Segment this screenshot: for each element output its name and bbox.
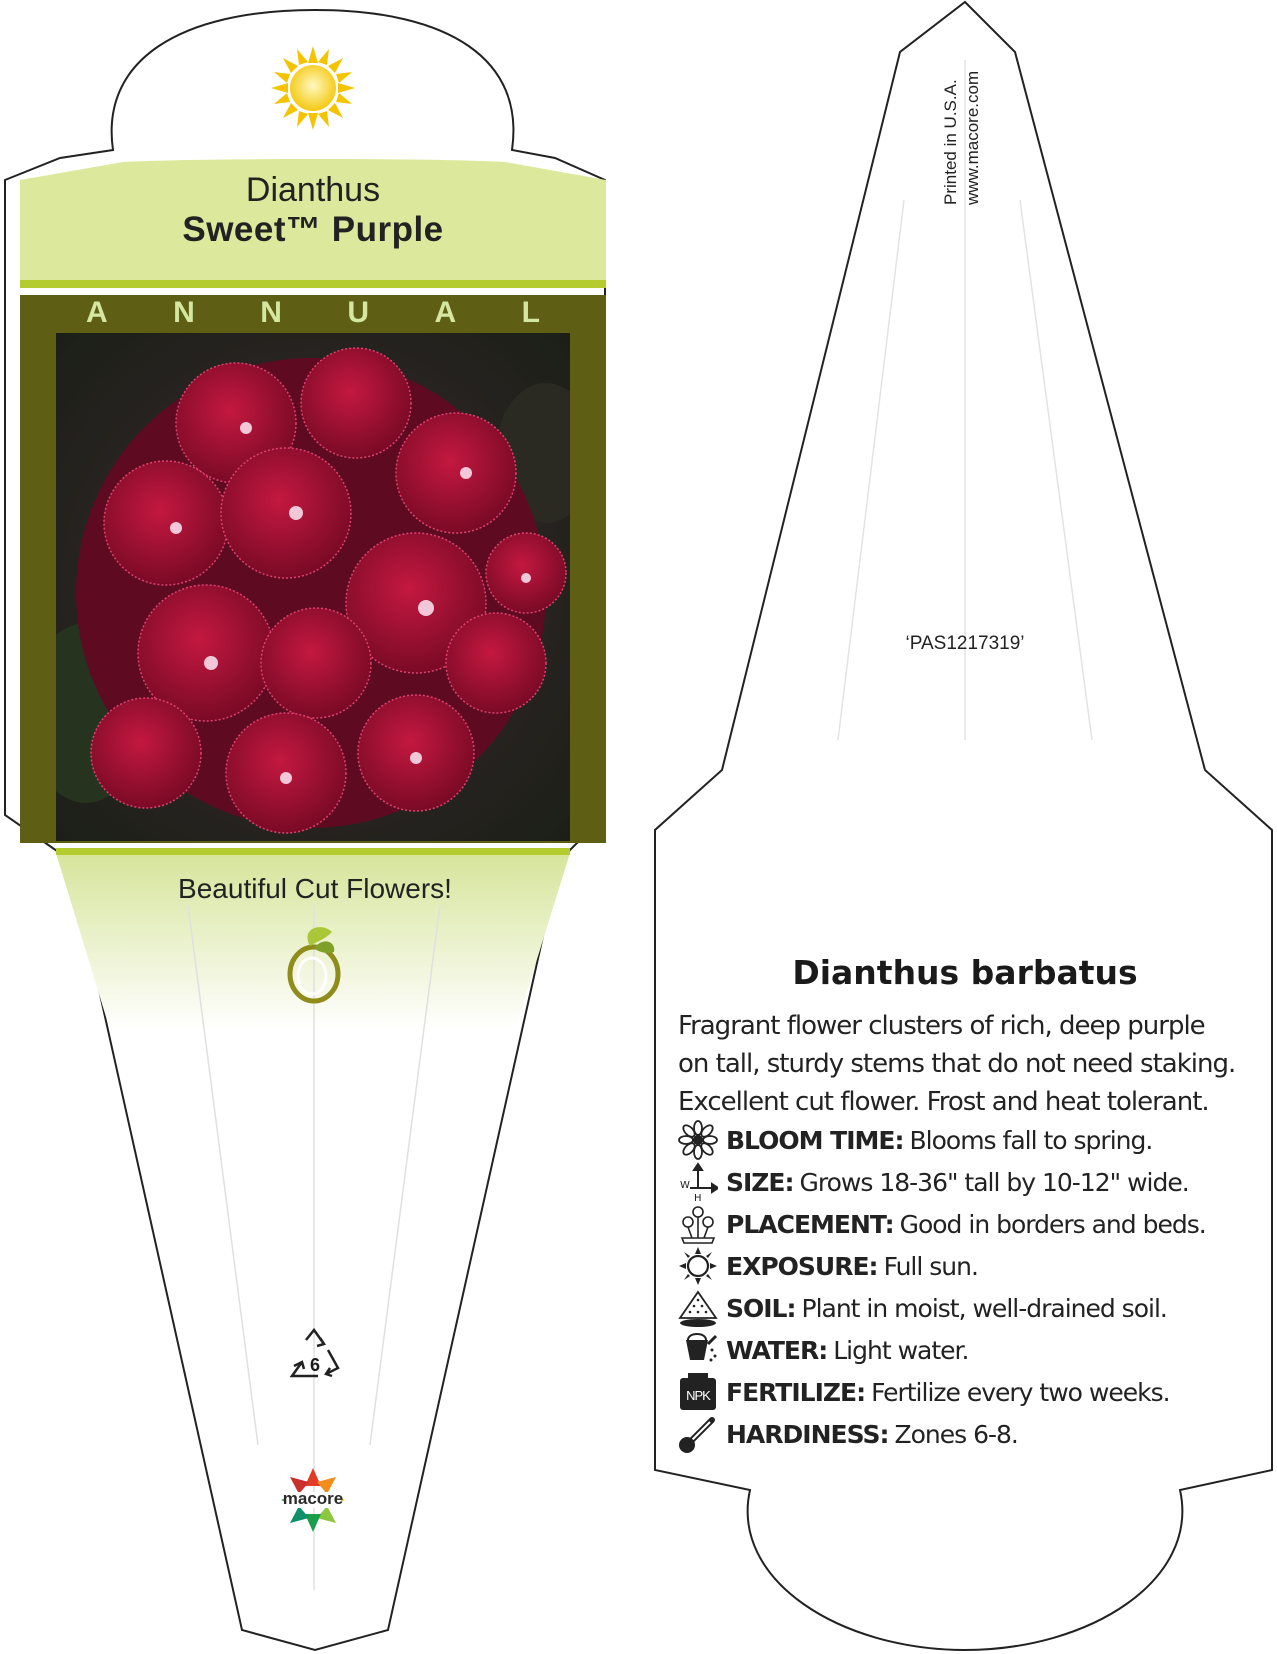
patent-number: ‘PAS1217319’ [905,633,1025,654]
species-name: Dianthus barbatus [792,953,1138,992]
care-value: Light water. [833,1335,969,1365]
npk-icon [678,1372,718,1412]
care-label: SIZE: [726,1167,794,1197]
care-row-exposure [678,1246,978,1286]
care-row-fertilize [678,1372,1170,1412]
placement-icon [678,1204,718,1244]
care-label: PLACEMENT: [726,1209,894,1239]
care-row-water [678,1330,968,1370]
care-row-hardiness [678,1414,1018,1454]
care-row-placement [678,1204,1206,1244]
care-label: BLOOM TIME: [726,1125,904,1155]
care-label: WATER: [726,1335,828,1365]
care-label: HARDINESS: [726,1419,889,1449]
care-label: EXPOSURE: [726,1251,878,1281]
brand-name: macore [282,1489,344,1508]
svg-text:H: H [694,1193,701,1202]
category-letter: A [434,296,457,329]
soil-icon [678,1288,718,1328]
care-value: Fertilize every two weeks. [871,1377,1170,1407]
printed-in: Printed in U.S.A. [941,79,960,205]
size-icon [678,1162,718,1202]
category-letter: N [260,296,282,329]
care-value: Grows 18-36" tall by 10-12" wide. [799,1167,1189,1197]
npk-text: NPK [686,1388,710,1403]
category-letter: N [173,296,195,329]
care-row-soil [678,1288,1167,1328]
care-value: Full sun. [883,1251,978,1281]
category-letter: U [347,296,370,329]
print-info [940,71,984,205]
category-letter: L [521,296,540,329]
care-value: Good in borders and beds. [899,1209,1206,1239]
watering-can-icon [678,1330,718,1370]
flower-icon [678,1120,718,1160]
care-label: FERTILIZE: [726,1377,866,1407]
care-row-bloom [678,1120,1152,1160]
thermometer-icon [678,1414,718,1454]
care-value: Plant in moist, well-drained soil. [801,1293,1167,1323]
product-genus: Dianthus [245,171,381,209]
category-letter: A [86,296,108,329]
svg-text:W: W [680,1180,689,1191]
sun-outline-icon [678,1246,718,1286]
care-value: Blooms fall to spring. [909,1125,1153,1155]
recycle-number: 6 [309,1355,320,1375]
website: www.macore.com [963,70,982,205]
care-value: Zones 6-8. [894,1419,1018,1449]
care-label: SOIL: [726,1293,796,1323]
description: Fragrant flower clusters of rich, deep purple on tall, sturdy stems that do not need staking. Excellent cut flower. Frost and heat tolerant. [678,1011,1236,1117]
care-row-size [678,1162,1189,1202]
tagline: Beautiful Cut Flowers! [178,873,452,904]
product-variety: Sweet™ Purple [182,210,444,249]
